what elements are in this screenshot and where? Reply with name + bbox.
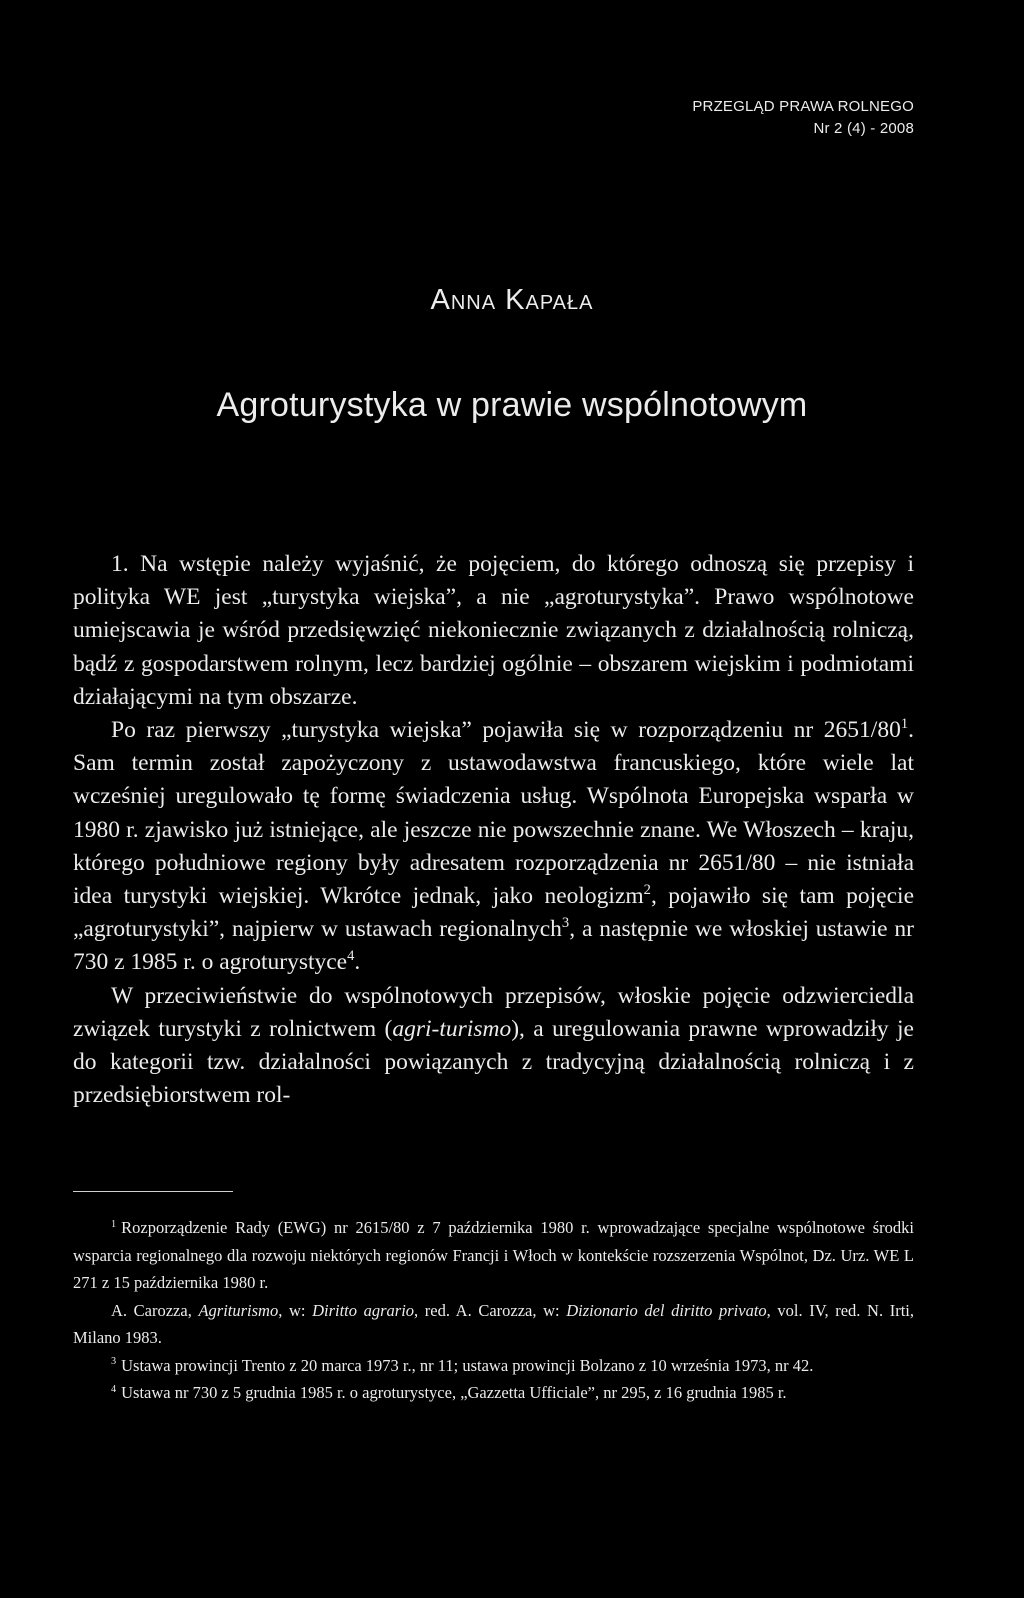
footnote-3 bbox=[73, 1352, 914, 1380]
journal-header bbox=[692, 96, 914, 140]
paragraph-2-text-b: . Sam termin został zapożyczony z ustawodawstwa francuskiego, które wiele lat wcześniej uregulowało tę formę świadczenia usług. Wspólnota Europejska wsparła w 1980 r. zjawisko już istniejące, ale jeszcze nie powszechnie znane. We Włoszech – kraju, którego południowe regiony były adresatem rozporządzenia nr 2651/80 – nie istniała idea turystyki wiejskiej. Wkrótce jednak, jako neologizm bbox=[73, 717, 914, 910]
footnote-2 bbox=[73, 1297, 914, 1352]
paragraph-2 bbox=[73, 714, 914, 980]
footnotes bbox=[73, 1214, 914, 1407]
article-body bbox=[73, 548, 914, 1112]
footnote-ref-3: 3 bbox=[561, 915, 570, 932]
footnote-2-text-d: , vol. IV, red. N. Irti, Milano 1983. bbox=[73, 1300, 914, 1347]
paragraph-2-text-c: , pojawiło się tam pojęcie „agroturystyki”, najpierw w ustawach regionalnych bbox=[73, 883, 914, 943]
footnote-2-text-b: , w: bbox=[278, 1300, 313, 1320]
footnote-2-italic-2: Diritto agrario bbox=[312, 1300, 415, 1320]
paragraph-3-italic: agri-turismo bbox=[392, 1015, 512, 1042]
footnote-1-text: Rozporządzenie Rady (EWG) nr 2615/80 z 7 października 1980 r. wprowadzające specjalne wspólnotowe środki wsparcia regionalnego dla rozwoju niektórych regionów Francji i Włoch w kontekście rozszerzenia Wspólnot, Dz. Urz. WE L 271 z 15 października 1980 r. bbox=[73, 1218, 914, 1292]
footnote-ref-4: 4 bbox=[347, 948, 355, 965]
footnote-2-text-a: A. Carozza, bbox=[111, 1300, 199, 1320]
paragraph-2-text-a: Po raz pierwszy „turystyka wiejska” pojawiła się w rozporządzeniu nr 2651/80 bbox=[111, 717, 901, 744]
journal-name: PRZEGLĄD PRAWA ROLNEGO bbox=[692, 98, 914, 115]
paragraph-3-text-a: W przeciwieństwie do wspólnotowych przepisów, włoskie pojęcie odzwierciedla związek turystyki z rolnictwem ( bbox=[73, 982, 914, 1042]
journal-issue: Nr 2 (4) - 2008 bbox=[813, 120, 914, 137]
paragraph-2-text-d: , a następnie we włoskiej ustawie nr 730 z 1985 r. o agroturystyce bbox=[73, 916, 914, 976]
author-name: Anna Kapała bbox=[430, 284, 594, 316]
footnote-1-number: 1 bbox=[111, 1218, 117, 1230]
article-title: Agroturystyka w prawie wspólnotowym bbox=[216, 386, 808, 424]
footnote-3-number: 3 bbox=[111, 1356, 117, 1367]
paragraph-2-text-e: . bbox=[354, 949, 361, 976]
footnote-4-text: Ustawa nr 730 z 5 grudnia 1985 r. o agroturystyce, „Gazzetta Ufficiale”, nr 295, z 16 grudnia 1985 r. bbox=[121, 1383, 787, 1402]
paragraph-1: 1. Na wstępie należy wyjaśnić, że pojęciem, do którego odnoszą się przepisy i polityka WE jest „turystyka wiejska”, a nie „agroturystyka”. Prawo wspólnotowe umiejscawia je wśród przedsięwzięć niekoniecznie związanych z działalnością rolniczą, bądź z gospodarstwem rolnym, lecz bardziej ogólnie – obszarem wiejskim i podmiotami działającymi na tym obszarze. bbox=[73, 551, 914, 710]
footnote-1 bbox=[73, 1214, 914, 1297]
footnote-4-number: 4 bbox=[111, 1383, 117, 1395]
footnote-separator bbox=[73, 1191, 233, 1192]
footnote-4 bbox=[73, 1379, 914, 1407]
footnote-3-text: Ustawa prowincji Trento z 20 marca 1973 r., nr 11; ustawa prowincji Bolzano z 10 września 1973, nr 42. bbox=[121, 1355, 814, 1375]
paragraph-3-text-b: ), a uregulowania prawne wprowadziły je do kategorii tzw. działalności powiązanych z tradycyjną działalnością rolniczą i z przedsiębiorstwem rol- bbox=[73, 1015, 914, 1109]
footnote-2-italic-1: Agriturismo bbox=[198, 1300, 279, 1320]
footnote-ref-2: 2 bbox=[643, 882, 651, 899]
footnote-ref-1: 1 bbox=[900, 716, 909, 733]
paragraph-3 bbox=[73, 980, 914, 1113]
footnote-2-text-c: , red. A. Carozza, w: bbox=[414, 1300, 567, 1320]
footnote-2-italic-3: Dizionario del diritto privato bbox=[566, 1300, 767, 1320]
